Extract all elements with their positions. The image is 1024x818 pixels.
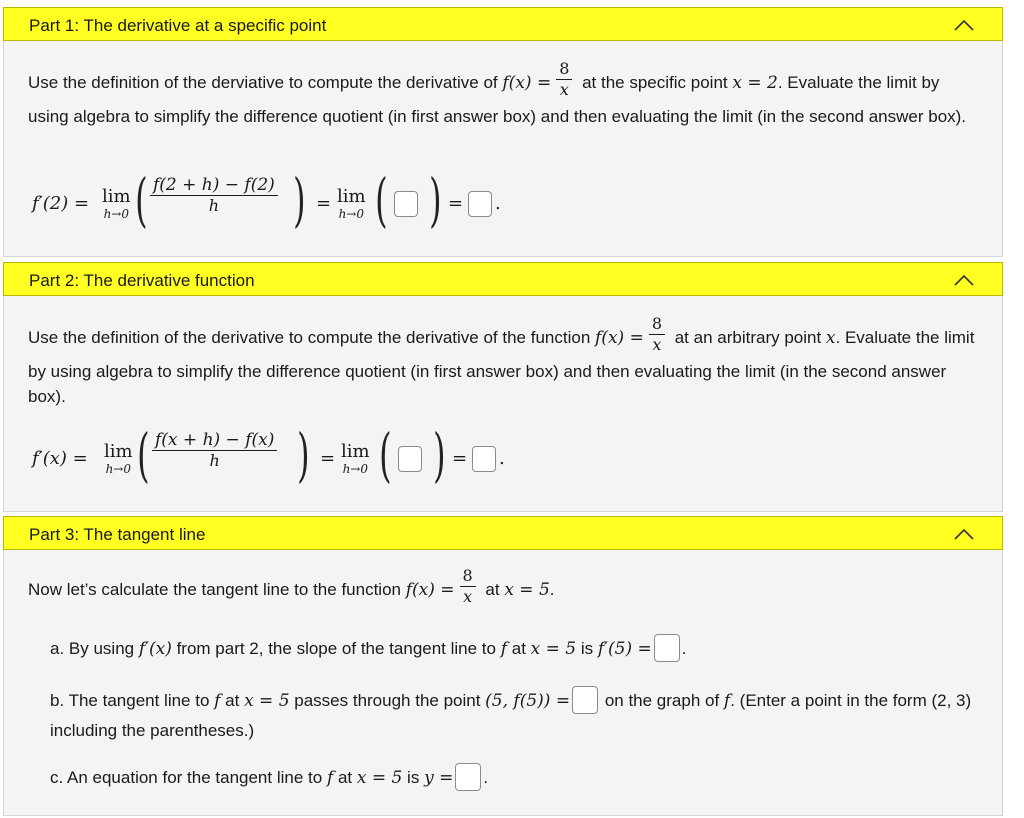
part-1-header[interactable] — [3, 7, 1003, 41]
part-2-header[interactable] — [3, 262, 1003, 296]
part-1-answer-box-1[interactable] — [394, 191, 418, 217]
function-def: f(x) = — [502, 72, 552, 93]
part-3-panel — [3, 516, 1003, 816]
difference-quotient: $\frac{f(x + h) - f(x)}{h}$ — [152, 430, 277, 471]
tangent-equation-answer-box[interactable] — [455, 763, 481, 791]
limit-operator: lim h→0 — [104, 441, 133, 476]
part-3-intro: Now let’s calculate the tangent line to the function f(x) = $\frac{8}{x}$ at x = 5. — [28, 566, 555, 606]
limit-operator: lim h→0 — [337, 186, 366, 221]
part-2-equation: f′(x) = lim h→0 ( $\frac{f(x + h) - f(x)}{h}$ ) = lim h→0 ( ) = . — [32, 421, 505, 489]
chevron-up-icon[interactable] — [952, 272, 976, 288]
slope-answer-box[interactable] — [654, 634, 680, 662]
part-1-panel — [3, 7, 1003, 257]
part-1-equation: f′(2) = lim h→0 ( $\frac{f(2 + h) - f(2)}{h}$ ) = lim h→0 ( ) = . — [32, 166, 501, 234]
function-def: f(x) = — [595, 327, 644, 348]
part-1-answer-box-2[interactable] — [468, 191, 492, 217]
part-3-title: Part 3: The tangent line — [29, 525, 206, 544]
part-3-item-a: a. By using f′(x) from part 2, the slope of the tangent line to f at x = 5 is f′(5) = . — [50, 634, 980, 664]
limit-operator: lim h→0 — [341, 441, 370, 476]
chevron-up-icon[interactable] — [952, 17, 976, 33]
fraction: $\frac{8}{x}$ — [556, 59, 572, 100]
point-answer-box[interactable] — [572, 686, 598, 714]
part-3-item-b: b. The tangent line to f at x = 5 passes through the point (5, f(5)) = on the graph of f. (Enter a point in the form (2, 3) including the parentheses.) — [50, 686, 980, 746]
part-3-header[interactable] — [3, 516, 1003, 550]
part-2-answer-box-2[interactable] — [472, 446, 496, 472]
chevron-up-icon[interactable] — [952, 526, 976, 542]
difference-quotient: $\frac{f(2 + h) - f(2)}{h}$ — [150, 175, 278, 216]
fraction: $\frac{8}{x}$ — [460, 566, 476, 607]
part-2-panel — [3, 262, 1003, 512]
part-2-answer-box-1[interactable] — [398, 446, 422, 472]
part-1-instructions: Use the definition of the derviative to compute the derivative of f(x) = $\frac{8}{x}$ at the specific point x = 2. Evaluate the limit by using algebra to simplify the difference quotient (in first answer box) and then evaluating the limit (in the second answer box). — [28, 59, 967, 126]
part-2-title: Part 2: The derivative function — [29, 271, 255, 290]
fraction: $\frac{8}{x}$ — [649, 314, 665, 355]
limit-operator: lim h→0 — [102, 186, 131, 221]
part-1-title: Part 1: The derivative at a specific point — [29, 16, 327, 35]
part-2-instructions: Use the definition of the derivative to compute the derivative of the function f(x) = $\frac{8}{x}$ at an arbitrary point x. Evaluate the limit by using algebra to simplify the difference quotient (in first answer box) and then evaluating the limit (in the second answer box). — [28, 314, 975, 406]
part-3-item-c: c. An equation for the tangent line to f at x = 5 is y = . — [50, 763, 980, 793]
